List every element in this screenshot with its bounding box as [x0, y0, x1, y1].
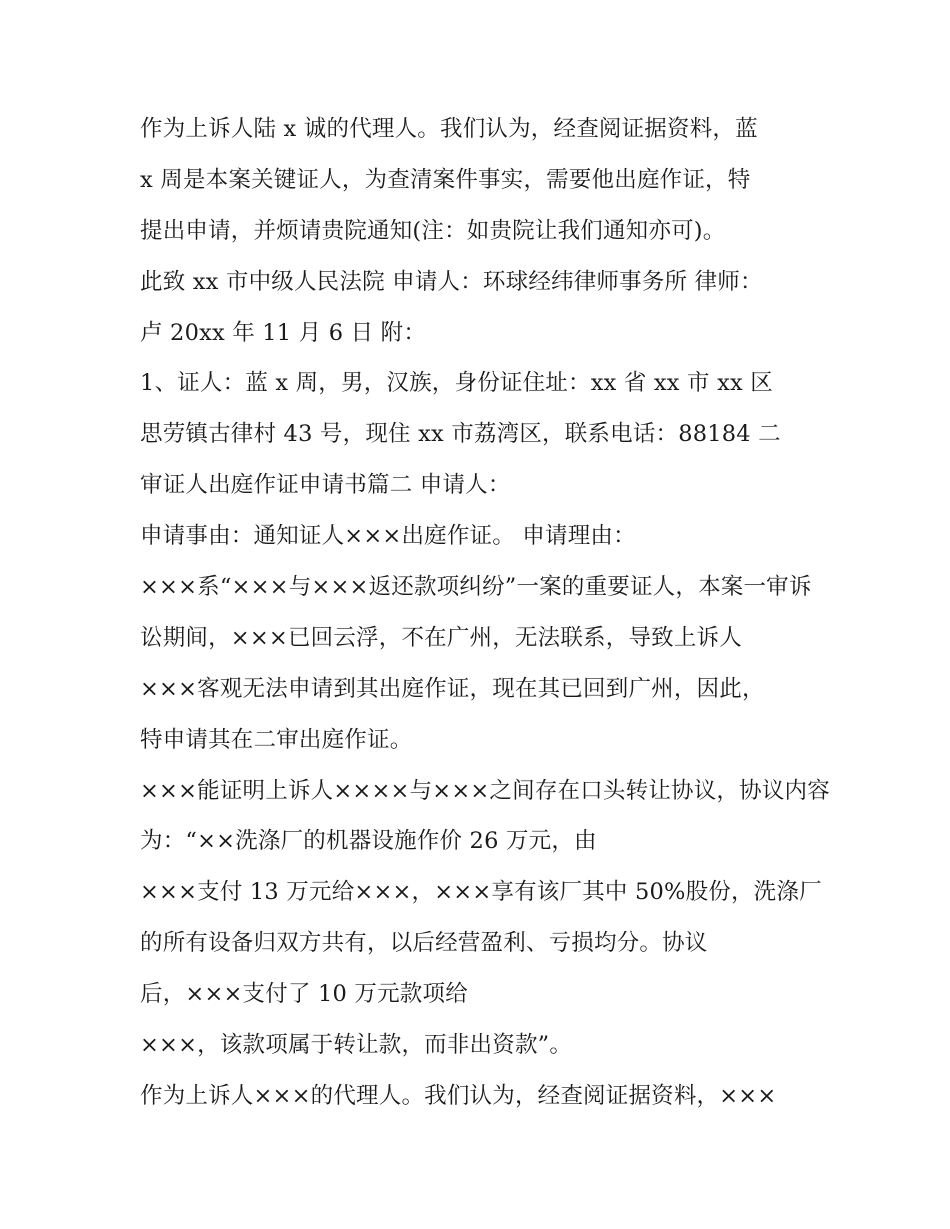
text-line: 卢 20xx 年 11 月 6 日 附： [140, 319, 427, 346]
text-line: ×××支付 13 万元给×××，×××享有该厂其中 50%股份，洗涤厂 [140, 879, 822, 906]
text-line: ×××能证明上诉人××××与×××之间存在口头转让协议，协议内容 [140, 777, 830, 804]
text-line: ×××，该款项属于转让款，而非出资款”。 [140, 1032, 573, 1059]
text-line: 为：“××洗涤厂的机器设施作价 26 万元，由 [140, 828, 597, 855]
text-line: 作为上诉人×××的代理人。我们认为，经查阅证据资料，××× [140, 1082, 777, 1109]
text-line: ×××客观无法申请到其出庭作证，现在其已回到广州，因此， [140, 675, 765, 702]
text-line: 思劳镇古律村 43 号，现住 xx 市荔湾区，联系电话：88184 二 [140, 421, 781, 448]
document-body [140, 104, 830, 1122]
text-line: x 周是本案关键证人，为查清案件事实，需要他出庭作证，特 [140, 166, 751, 193]
text-line: 提出申请，并烦请贵院通知(注：如贵院让我们通知亦可)。 [140, 217, 726, 244]
text-line: 讼期间，×××已回云浮，不在广州，无法联系，导致上诉人 [140, 624, 742, 651]
text-line: 申请事由：通知证人×××出庭作证。 申请理由： [140, 523, 636, 550]
text-line: 1、证人：蓝 x 周，男，汉族，身份证住址：xx 省 xx 市 xx 区 [140, 370, 773, 397]
text-line: 的所有设备归双方共有，以后经营盈利、亏损均分。协议 [140, 930, 708, 957]
text-line: 作为上诉人陆 x 诚的代理人。我们认为，经查阅证据资料，蓝 [140, 116, 758, 142]
text-line: 此致 xx 市中级人民法院 申请人：环球经纬律师事务所 律师： [140, 268, 763, 295]
text-line: 审证人出庭作证申请书篇二 申请人： [140, 472, 511, 499]
text-line: 后，×××支付了 10 万元款项给 [140, 981, 468, 1008]
text-line: 特申请其在二审出庭作证。 [140, 726, 413, 753]
text-line: ×××系“×××与×××返还款项纠纷”一案的重要证人，本案一审诉 [140, 574, 812, 601]
